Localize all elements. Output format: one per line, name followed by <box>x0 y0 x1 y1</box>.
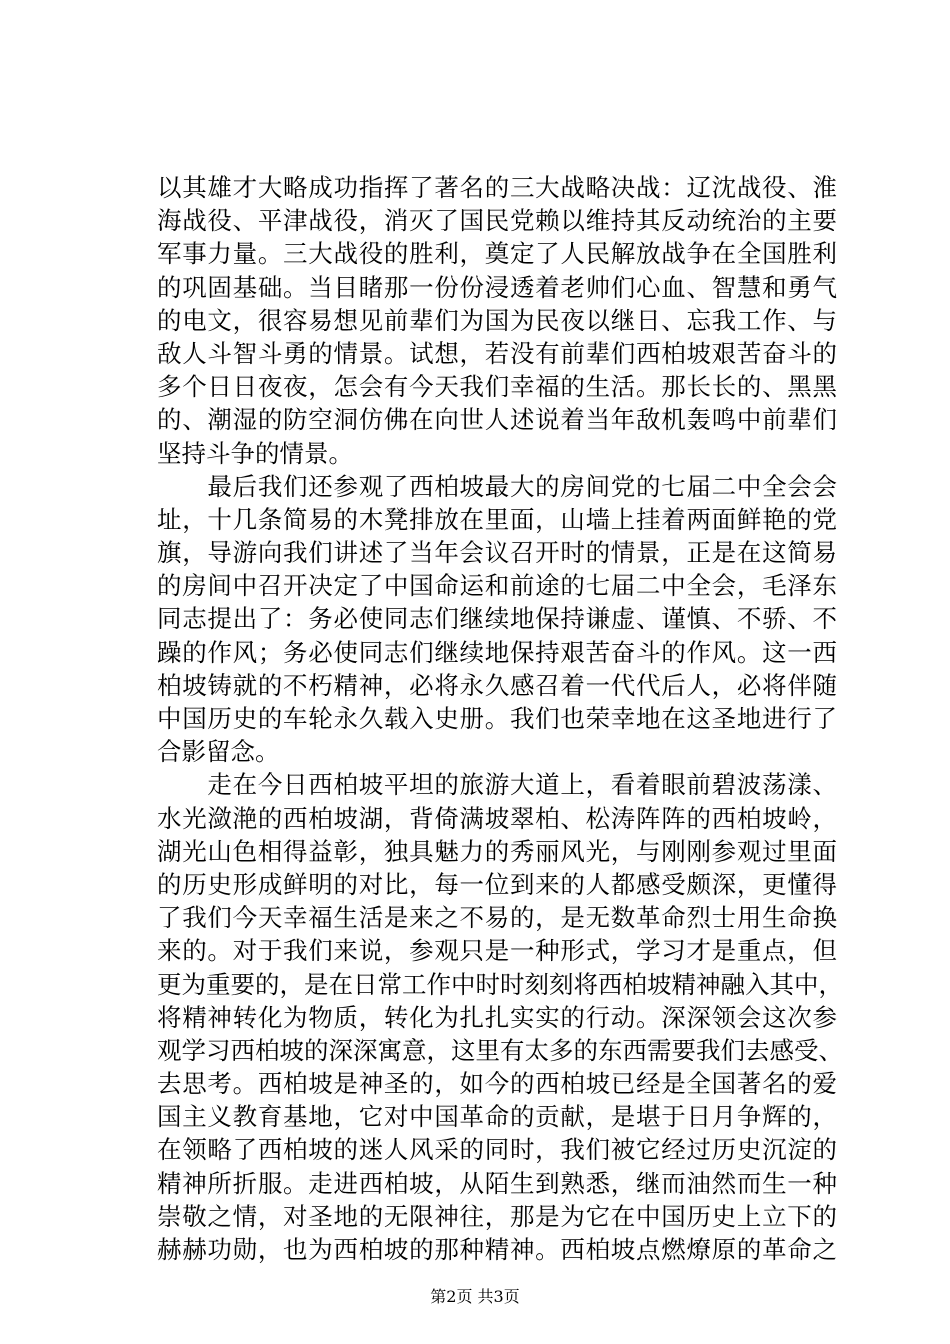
text-line: 崇敬之情，对圣地的无限神往，那是为它在中国历史上立下的 <box>157 1201 837 1231</box>
text-line: 赫赫功勋，也为西柏坡的那种精神。西柏坡点燃燎原的革命之 <box>157 1235 837 1264</box>
text-line: 军事力量。三大战役的胜利，奠定了人民解放战争在全国胜利 <box>157 239 837 269</box>
text-line: 的电文，很容易想见前辈们为国为民夜以继日、忘我工作、与 <box>157 305 837 335</box>
text-line: 来的。对于我们来说，参观只是一种形式，学习才是重点，但 <box>157 936 837 966</box>
text-line: 在领略了西柏坡的迷人风采的同时，我们被它经过历史沉淀的 <box>157 1135 837 1165</box>
paragraph <box>157 171 837 470</box>
text-line: 躁的作风；务必使同志们继续地保持艰苦奋斗的作风。这一西 <box>157 637 837 667</box>
text-line: 湖光山色相得益彰，独具魅力的秀丽风光，与刚刚参观过里面 <box>157 836 837 866</box>
text-line: 的房间中召开决定了中国命运和前途的七届二中全会，毛泽东 <box>157 571 837 601</box>
page-footer: 第2页 共3页 <box>430 1287 520 1306</box>
text-line: 水光潋滟的西柏坡湖，背倚满坡翠柏、松涛阵阵的西柏坡岭， <box>157 803 837 833</box>
text-line: 坚持斗争的情景。 <box>157 438 353 468</box>
text-line: 更为重要的，是在日常工作中时时刻刻将西柏坡精神融入其中， <box>157 969 843 999</box>
text-line: 了我们今天幸福生活是来之不易的，是无数革命烈士用生命换 <box>157 903 837 933</box>
text-line: 的、潮湿的防空洞仿佛在向世人述说着当年敌机轰鸣中前辈们 <box>157 405 837 435</box>
text-line: 同志提出了：务必使同志们继续地保持谦虚、谨慎、不骄、不 <box>157 604 837 634</box>
text-line: 精神所折服。走进西柏坡，从陌生到熟悉，继而油然而生一种 <box>157 1168 837 1198</box>
text-line: 的巩固基础。当目睹那一份份浸透着老帅们心血、智慧和勇气 <box>157 272 837 302</box>
text-line: 海战役、平津战役，消灭了国民党赖以维持其反动统治的主要 <box>157 206 837 236</box>
text-line: 走在今日西柏坡平坦的旅游大道上，看着眼前碧波荡漾、 <box>157 770 837 800</box>
text-line: 去思考。西柏坡是神圣的，如今的西柏坡已经是全国著名的爱 <box>157 1069 837 1099</box>
text-line: 的历史形成鲜明的对比，每一位到来的人都感受颇深，更懂得 <box>157 869 837 899</box>
text-line: 址，十几条简易的木凳排放在里面，山墙上挂着两面鲜艳的党 <box>157 504 837 534</box>
text-line: 以其雄才大略成功指挥了著名的三大战略决战：辽沈战役、淮 <box>157 173 837 202</box>
text-line: 多个日日夜夜，怎会有今天我们幸福的生活。那长长的、黑黑 <box>157 372 837 402</box>
text-line: 观学习西柏坡的深深寓意，这里有太多的东西需要我们去感受、 <box>157 1035 843 1065</box>
text-line: 敌人斗智斗勇的情景。试想，若没有前辈们西柏坡艰苦奋斗的 <box>157 338 837 368</box>
text-line: 合影留念。 <box>157 737 280 767</box>
text-line: 将精神转化为物质，转化为扎扎实实的行动。深深领会这次参 <box>157 1002 837 1032</box>
paragraph <box>157 768 843 1266</box>
text-line: 最后我们还参观了西柏坡最大的房间党的七届二中全会会 <box>157 471 837 501</box>
text-line: 柏坡铸就的不朽精神，必将永久感召着一代代后人，必将伴随 <box>157 670 837 700</box>
text-line: 中国历史的车轮永久载入史册。我们也荣幸地在这圣地进行了 <box>157 704 837 733</box>
text-line: 国主义教育基地，它对中国革命的贡献，是堪于日月争辉的， <box>157 1102 837 1132</box>
text-line: 旗，导游向我们讲述了当年会议召开时的情景，正是在这简易 <box>157 538 837 568</box>
paragraph <box>157 470 837 769</box>
body-text <box>157 171 843 1266</box>
